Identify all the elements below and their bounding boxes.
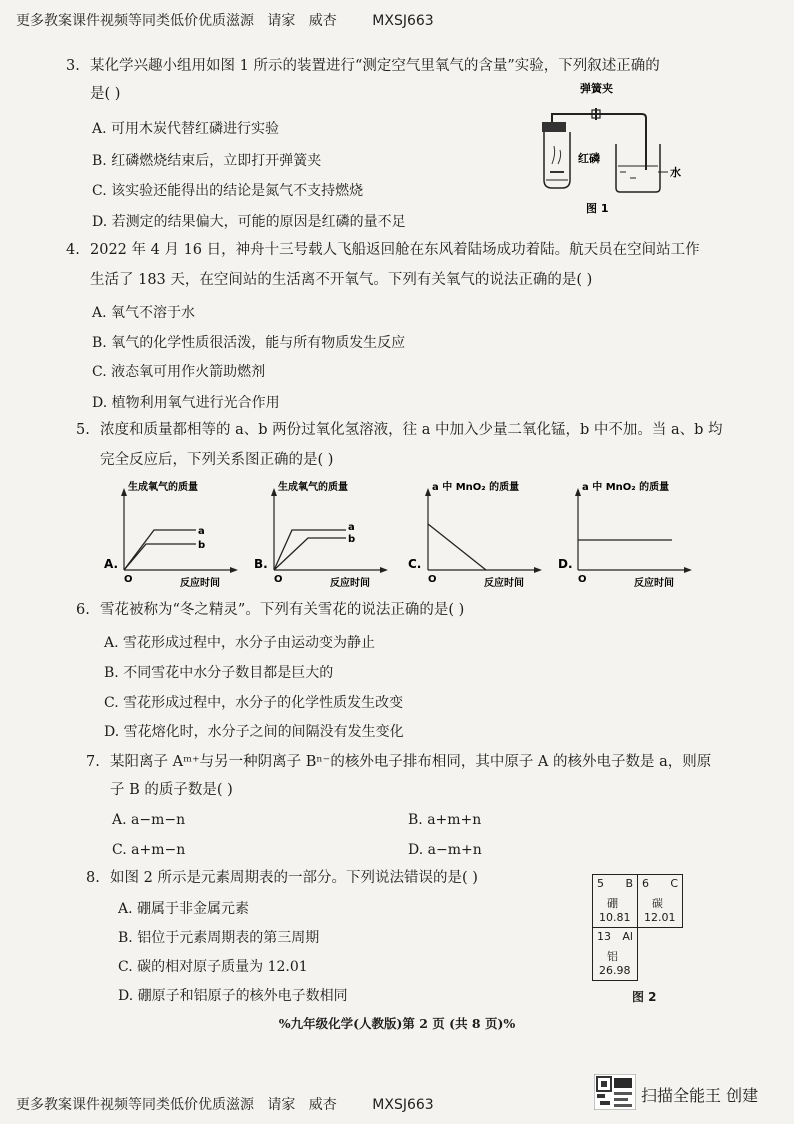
graph-b-option: B. <box>254 557 268 571</box>
graph-a-option: A. <box>104 557 119 571</box>
graph-d-xlabel: 反应时间 <box>634 578 674 589</box>
element-cell-boron: 5 B 硼 10.81 <box>592 874 638 928</box>
question-3-option-d: D. 若测定的结果偏大，可能的原因是红磷的量不足 <box>92 214 406 230</box>
figure-1-caption: 图 1 <box>586 202 609 215</box>
question-6-option-c: C. 雪花形成过程中，水分子的化学性质发生改变 <box>104 695 404 711</box>
water-label: 水 <box>670 166 681 179</box>
question-3-stem-line-1: 3. 某化学兴趣小组用如图 1 所示的装置进行“测定空气里氧气的含量”实验，下列叙述正确的 <box>66 58 660 74</box>
question-3-stem-line-2: 是( ) <box>90 86 121 102</box>
question-7-option-b: B. a+m+n <box>408 812 482 828</box>
clamp-label: 弹簧夹 <box>580 82 613 95</box>
graph-d-option: D. <box>558 557 573 571</box>
graph-d-ylabel: a 中 MnO₂ 的质量 <box>582 482 670 493</box>
question-3-option-b: B. 红磷燃烧结束后，立即打开弹簧夹 <box>92 153 322 169</box>
question-4-stem-line-1: 4. 2022 年 4 月 16 日，神舟十三号载人飞船返回舱在东风着陆场成功着陆。航天员在空间站工作 <box>66 242 700 258</box>
question-8-option-a: A. 硼属于非金属元素 <box>118 901 250 917</box>
question-3-option-c: C. 该实验还能得出的结论是氮气不支持燃烧 <box>92 183 364 199</box>
question-number: 3. <box>66 58 80 74</box>
graph-b-origin: O <box>274 574 283 585</box>
graph-c-xlabel: 反应时间 <box>484 578 524 589</box>
graph-b-label-b: b <box>348 534 356 545</box>
scanner-brand-text: 扫描全能王 创建 <box>641 1086 759 1105</box>
question-5-stem-line-1: 5. 浓度和质量都相等的 a、b 两份过氧化氢溶液，往 a 中加入少量二氧化锰，b 中不加。当 a、b 均 <box>76 422 723 438</box>
page-footer: %九年级化学(人教版)第 2 页 (共 8 页)% <box>278 1016 516 1031</box>
question-4-stem-line-2: 生活了 183 天，在空间站的生活离不开氧气。下列有关氧气的说法正确的是( ) <box>90 272 593 288</box>
element-cell-aluminium: 13 Al 铝 26.98 <box>592 927 638 981</box>
question-8-option-c: C. 碳的相对原子质量为 12.01 <box>118 959 308 975</box>
top-watermark-banner: 更多教案课件视频等同类低价优质滋源 请家 威杏 MXSJ663 <box>16 13 434 29</box>
graph-c-ylabel: a 中 MnO₂ 的质量 <box>432 482 520 493</box>
question-4-option-a: A. 氧气不溶于水 <box>92 305 196 321</box>
graph-option-b <box>250 478 390 593</box>
graph-c-origin: O <box>428 574 437 585</box>
question-number: 4. <box>66 242 80 258</box>
question-7-option-c: C. a+m−n <box>112 842 186 858</box>
question-4-option-b: B. 氧气的化学性质很活泼，能与所有物质发生反应 <box>92 335 406 351</box>
graph-a-series-b <box>124 544 196 570</box>
graph-option-a <box>100 478 240 593</box>
question-6-option-b: B. 不同雪花中水分子数目都是巨大的 <box>104 665 334 681</box>
question-6-option-d: D. 雪花熔化时，水分子之间的间隔没有发生变化 <box>104 724 404 740</box>
graph-a-origin: O <box>124 574 133 585</box>
graph-c-line <box>428 524 486 570</box>
question-7-stem-line-1: 7. 某阳离子 Aᵐ⁺与另一种阴离子 Bⁿ⁻的核外电子排布相同，其中原子 A 的核外电子数是 a，则原 <box>86 754 712 770</box>
question-8-option-d: D. 硼原子和铝原子的核外电子数相同 <box>118 988 348 1004</box>
question-7-option-d: D. a−m+n <box>408 842 482 858</box>
question-6-option-a: A. 雪花形成过程中，水分子由运动变为静止 <box>104 635 376 651</box>
graph-d-origin: O <box>578 574 587 585</box>
figure-1-apparatus <box>530 80 690 220</box>
graph-c-option: C. <box>408 557 422 571</box>
question-4-option-d: D. 植物利用氧气进行光合作用 <box>92 395 280 411</box>
graph-a-xlabel: 反应时间 <box>180 578 220 589</box>
graph-b-series-b <box>274 538 346 570</box>
question-4-option-c: C. 液态氧可用作火箭助燃剂 <box>92 364 266 380</box>
graph-b-label-a: a <box>348 522 355 533</box>
graph-b-xlabel: 反应时间 <box>330 578 370 589</box>
question-8-option-b: B. 铝位于元素周期表的第三周期 <box>118 930 320 946</box>
question-number: 6. <box>76 602 90 618</box>
figure-2-caption: 图 2 <box>632 990 657 1004</box>
element-cell-carbon: 6 C 碳 12.01 <box>637 874 683 928</box>
graph-a-series-a <box>124 530 196 570</box>
graph-a-label-b: b <box>198 540 206 551</box>
graph-option-c <box>404 478 544 593</box>
question-number: 8. <box>86 870 100 886</box>
graph-a-label-a: a <box>198 526 205 537</box>
graph-option-d <box>554 478 694 593</box>
graph-b-ylabel: 生成氧气的质量 <box>278 482 348 493</box>
question-number: 5. <box>76 422 90 438</box>
bottom-watermark-banner: 更多教案课件视频等同类低价优质滋源 请家 威杏 MXSJ663 <box>16 1097 434 1113</box>
question-5-stem-line-2: 完全反应后，下列关系图正确的是( ) <box>100 452 334 468</box>
graph-a-ylabel: 生成氧气的质量 <box>128 482 198 493</box>
camscanner-logo-icon <box>594 1074 636 1110</box>
question-8-stem: 8. 如图 2 所示是元素周期表的一部分。下列说法错误的是( ) <box>86 870 478 886</box>
question-7-stem-line-2: 子 B 的质子数是( ) <box>110 782 233 798</box>
question-6-stem: 6. 雪花被称为“冬之精灵”。下列有关雪花的说法正确的是( ) <box>76 602 465 618</box>
graph-b-series-a <box>274 530 346 570</box>
phosphorus-label: 红磷 <box>578 152 600 165</box>
question-3-option-a: A. 可用木炭代替红磷进行实验 <box>92 121 280 137</box>
question-number: 7. <box>86 754 100 770</box>
question-7-option-a: A. a−m−n <box>112 812 186 828</box>
